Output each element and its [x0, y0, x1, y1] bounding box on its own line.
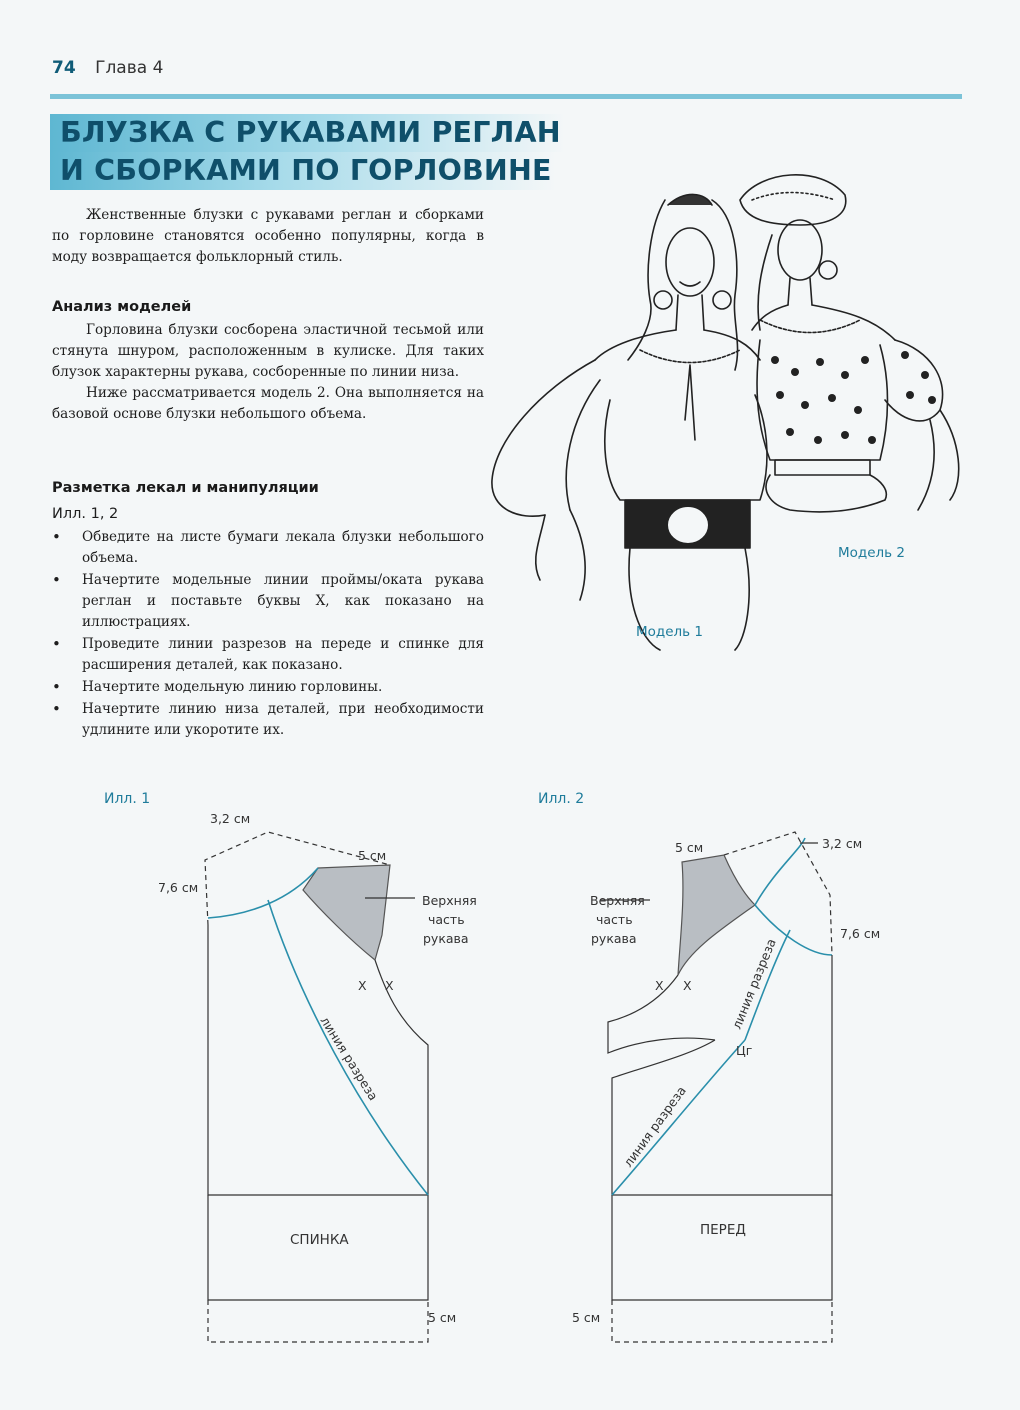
- ill2-sleeve-label-1: Верхняя: [590, 893, 645, 908]
- step-item: • Начертите линию низа деталей, при необходимости удлините или укоротите их.: [52, 699, 484, 741]
- ill2-piece-name: ПЕРЕД: [700, 1222, 746, 1238]
- ill2-cut-line-lower: линия разреза: [620, 1083, 689, 1170]
- ill1-dim-bottom: 5 см: [428, 1310, 457, 1325]
- step-item: • Проведите линии разрезов на переде и спинке для расширения деталей, как показано.: [52, 634, 484, 676]
- ill2-caption: Илл. 2: [538, 791, 585, 807]
- ill2-sleeve-label-3: рукава: [591, 931, 637, 946]
- ill1-dim-top: 3,2 см: [210, 811, 251, 826]
- title-line-2: И СБОРКАМИ ПО ГОРЛОВИНЕ: [50, 152, 556, 190]
- ill1-sleeve-label-2: часть: [428, 912, 465, 927]
- analysis-paragraph-2: Ниже рассматривается модель 2. Она выполняется на базовой основе блузки небольшого объема.: [52, 385, 484, 422]
- step-item: • Начертите модельную линию горловины.: [52, 677, 484, 698]
- ill2-cut-line-upper: линия разреза: [728, 936, 779, 1032]
- ill2-dim-bottom: 5 см: [572, 1310, 601, 1325]
- ill2-dim-top: 3,2 см: [822, 836, 863, 851]
- step-item: • Обведите на листе бумаги лекала блузки небольшого объема.: [52, 527, 484, 569]
- ill1-mark-x-right: X: [385, 978, 394, 993]
- ill2-mark-cg: Цг: [736, 1043, 753, 1058]
- ill1-piece-name: СПИНКА: [290, 1232, 349, 1248]
- model-1-caption: Модель 1: [636, 624, 704, 640]
- illustration-reference: Илл. 1, 2: [52, 506, 119, 522]
- ill1-dim-side: 7,6 см: [158, 880, 199, 895]
- ill2-dim-sleeve: 5 см: [675, 840, 704, 855]
- ill2-mark-x-left: X: [655, 978, 664, 993]
- model-2-caption: Модель 2: [838, 545, 906, 561]
- chapter-title: Глава 4: [95, 58, 164, 78]
- ill2-mark-x-right: X: [683, 978, 692, 993]
- ill1-cut-line-label: линия разреза: [317, 1013, 382, 1104]
- markup-heading: Разметка лекал и манипуляции: [52, 480, 319, 496]
- page-number: 74: [52, 58, 76, 78]
- ill1-sleeve-label-3: рукава: [423, 931, 469, 946]
- ill2-dim-side: 7,6 см: [840, 926, 881, 941]
- analysis-paragraph-1: Горловина блузки сосборена эластичной тесьмой или стянута шнуром, расположенным в кулиске. Для таких блузок характерны рукава, сосборенные по линии низа.: [52, 322, 484, 380]
- ill1-mark-x-left: X: [358, 978, 367, 993]
- ill1-dim-sleeve: 5 см: [358, 848, 387, 863]
- title-line-1: БЛУЗКА С РУКАВАМИ РЕГЛАН: [50, 114, 565, 152]
- ill1-caption: Илл. 1: [104, 791, 151, 807]
- analysis-heading: Анализ моделей: [52, 299, 192, 315]
- ill2-sleeve-label-2: часть: [596, 912, 633, 927]
- ill1-sleeve-label-1: Верхняя: [422, 893, 477, 908]
- intro-paragraph: Женственные блузки с рукавами реглан и сборками по горловине становятся особенно популярны, когда в моду возвращается фольклорный стиль.: [52, 207, 484, 265]
- step-item: • Начертите модельные линии проймы/оката рукава реглан и поставьте буквы X, как показано на иллюстрациях.: [52, 570, 484, 633]
